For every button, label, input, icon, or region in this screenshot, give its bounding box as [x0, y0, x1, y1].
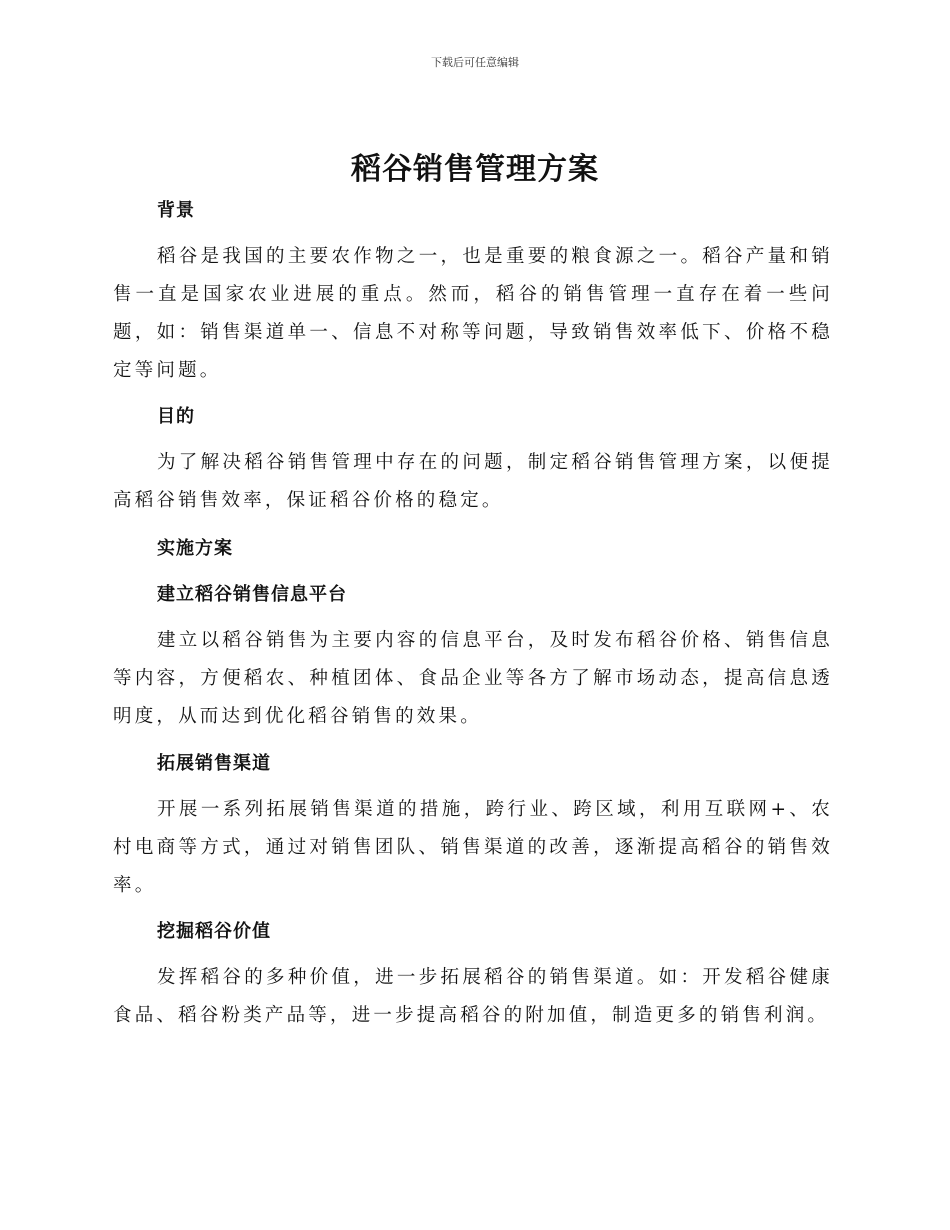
section-heading-purpose: 目的	[157, 406, 195, 427]
paragraph-info-platform: 建立以稻谷销售为主要内容的信息平台，及时发布稻谷价格、销售信息等内容，方便稻农、种植团体、食品企业等各方了解市场动态，提高信息透明度，从而达到优化稻谷销售的效果。	[113, 630, 833, 727]
paragraph-channels: 开展一系列拓展销售渠道的措施，跨行业、跨区域，利用互联网+、农村电商等方式，通过对销售团队、销售渠道的改善，逐渐提高稻谷的销售效率。	[113, 799, 833, 896]
section-value	[113, 913, 833, 1035]
section-heading-value: 挖掘稻谷价值	[157, 921, 271, 942]
section-heading-channels: 拓展销售渠道	[157, 753, 271, 774]
section-implementation	[113, 530, 833, 568]
paragraph-background: 稻谷是我国的主要农作物之一，也是重要的粮食源之一。稻谷产量和销售一直是国家农业进展的重点。然而，稻谷的销售管理一直存在着一些问题，如：销售渠道单一、信息不对称等问题，导致销售效率低下、价格不稳定等问题。	[113, 246, 833, 381]
paragraph-purpose: 为了解决稻谷销售管理中存在的问题，制定稻谷销售管理方案，以便提高稻谷销售效率，保证稻谷价格的稳定。	[113, 452, 833, 511]
section-heading-implementation: 实施方案	[157, 538, 233, 559]
header-note: 下载后可任意编辑	[431, 56, 519, 69]
page-title: 稻谷销售管理方案	[351, 152, 599, 187]
section-background	[113, 192, 833, 390]
section-purpose	[113, 398, 833, 520]
section-info-platform	[113, 576, 833, 736]
section-heading-info-platform: 建立稻谷销售信息平台	[157, 584, 347, 605]
paragraph-value: 发挥稻谷的多种价值，进一步拓展稻谷的销售渠道。如：开发稻谷健康食品、稻谷粉类产品等，进一步提高稻谷的附加值，制造更多的销售利润。	[113, 967, 833, 1026]
section-heading-background: 背景	[157, 200, 195, 221]
section-channels	[113, 745, 833, 905]
